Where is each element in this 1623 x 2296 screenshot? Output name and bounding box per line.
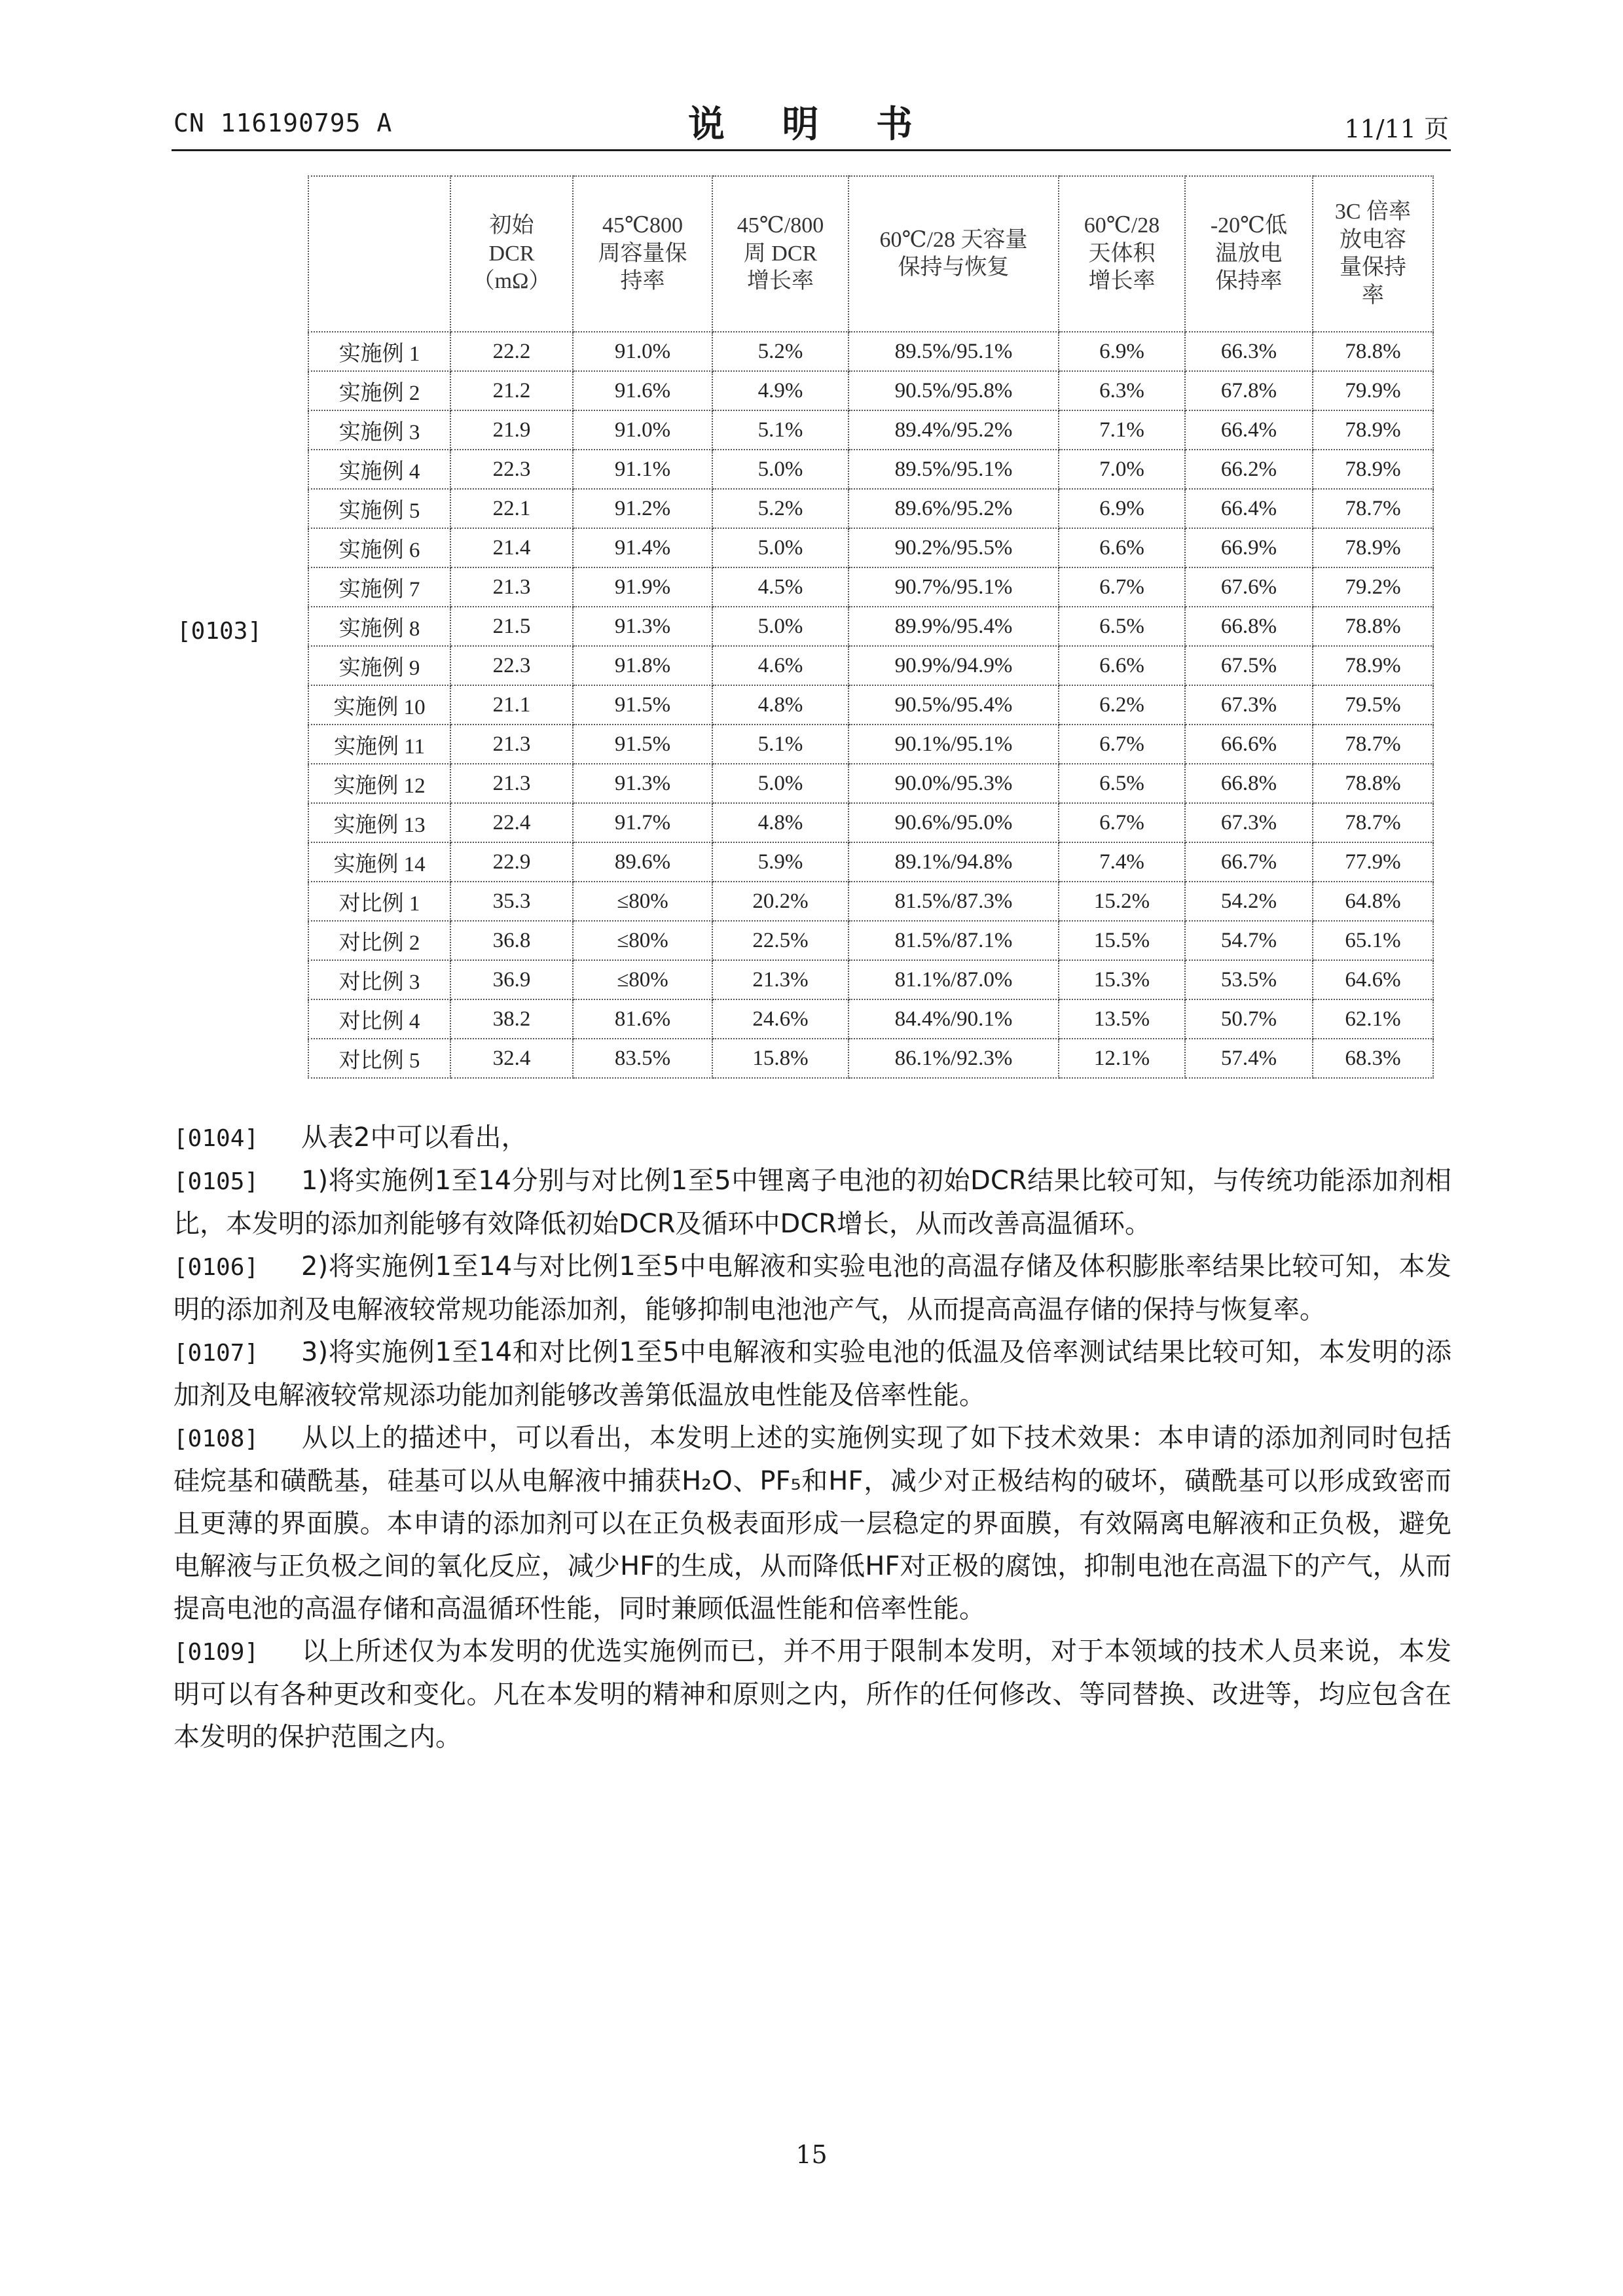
table-cell: 83.5% bbox=[573, 1039, 712, 1078]
table-cell: 89.4%/95.2% bbox=[848, 410, 1059, 450]
table-cell: 79.9% bbox=[1313, 371, 1433, 410]
paragraph-id: [0106] bbox=[173, 1254, 259, 1281]
table-cell: 6.7% bbox=[1059, 803, 1185, 842]
row-label-cell: 对比例 3 bbox=[308, 960, 450, 999]
table-cell: 57.4% bbox=[1185, 1039, 1313, 1078]
table-cell: 81.6% bbox=[573, 999, 712, 1039]
table-row bbox=[308, 764, 1433, 803]
table-cell: 22.4 bbox=[450, 803, 573, 842]
table-row bbox=[308, 842, 1433, 882]
table-cell: 5.0% bbox=[712, 764, 848, 803]
table-cell: 62.1% bbox=[1313, 999, 1433, 1039]
table-cell: 6.3% bbox=[1059, 371, 1185, 410]
table-row bbox=[308, 960, 1433, 999]
table-row bbox=[308, 803, 1433, 842]
table-cell: 38.2 bbox=[450, 999, 573, 1039]
table-cell: 90.5%/95.8% bbox=[848, 371, 1059, 410]
table-cell: 5.2% bbox=[712, 332, 848, 371]
table-row bbox=[308, 921, 1433, 960]
table-cell: 15.2% bbox=[1059, 882, 1185, 921]
table-cell: 36.9 bbox=[450, 960, 573, 999]
body-text bbox=[173, 1117, 1451, 1759]
header-cell: 3C 倍率 放电容 量保持 率 bbox=[1313, 176, 1433, 332]
table-cell: 78.9% bbox=[1313, 646, 1433, 685]
table-cell: 78.9% bbox=[1313, 450, 1433, 489]
table-cell: 91.5% bbox=[573, 725, 712, 764]
table-cell: 36.8 bbox=[450, 921, 573, 960]
table-cell: 24.6% bbox=[712, 999, 848, 1039]
paragraph-text: 从表2中可以看出， bbox=[301, 1122, 528, 1153]
table-cell: 22.5% bbox=[712, 921, 848, 960]
table-cell: 86.1%/92.3% bbox=[848, 1039, 1059, 1078]
table-cell: 5.1% bbox=[712, 410, 848, 450]
table-cell: 12.1% bbox=[1059, 1039, 1185, 1078]
table-cell: 81.1%/87.0% bbox=[848, 960, 1059, 999]
table-cell: 35.3 bbox=[450, 882, 573, 921]
table-row bbox=[308, 410, 1433, 450]
table-row bbox=[308, 646, 1433, 685]
table-cell: 66.8% bbox=[1185, 607, 1313, 646]
table-row bbox=[308, 725, 1433, 764]
table-cell: 90.7%/95.1% bbox=[848, 567, 1059, 607]
row-label-cell: 实施例 6 bbox=[308, 528, 450, 567]
table-cell: 91.1% bbox=[573, 450, 712, 489]
table-cell: 66.6% bbox=[1185, 725, 1313, 764]
table-cell: 6.7% bbox=[1059, 567, 1185, 607]
paragraph-text: 从以上的描述中，可以看出，本发明上述的实施例实现了如下技术效果：本申请的添加剂同时包括硅烷基和磺酰基，硅基可以从电解液中捕获H₂O、PF₅和HF，减少对正极结构的破坏，磺酰基可以形成致密而且更薄的界面膜。本申请的添加剂可以在正负极表面形成一层稳定的界面膜，有效隔离电解液和正负极，避免电解液与正负极之间的氧化反应，减少HF的生成，从而降低HF对正极的腐蚀，抑制电池在高温下的产气，从而提高电池的高温存储和高温循环性能，同时兼顾低温性能和倍率性能。 bbox=[173, 1423, 1451, 1624]
table-cell: 50.7% bbox=[1185, 999, 1313, 1039]
table-cell: 22.3 bbox=[450, 450, 573, 489]
paragraph-0105 bbox=[173, 1160, 1451, 1246]
header-cell: 60℃/28 天体积 增长率 bbox=[1059, 176, 1185, 332]
paragraph-text: 3)将实施例1至14和对比例1至5中电解液和实验电池的低温及倍率测试结果比较可知，本发明的添加剂及电解液较常规添功能加剂能够改善第低温放电性能及倍率性能。 bbox=[173, 1337, 1451, 1410]
table-row bbox=[308, 450, 1433, 489]
table-cell: 6.6% bbox=[1059, 528, 1185, 567]
table-cell: 84.4%/90.1% bbox=[848, 999, 1059, 1039]
table-cell: 21.5 bbox=[450, 607, 573, 646]
table-cell: 66.2% bbox=[1185, 450, 1313, 489]
table-cell: 6.9% bbox=[1059, 489, 1185, 528]
paragraph-0106 bbox=[173, 1246, 1451, 1331]
paragraph-text: 1)将实施例1至14分别与对比例1至5中锂离子电池的初始DCR结果比较可知，与传统功能添加剂相比，本发明的添加剂能够有效降低初始DCR及循环中DCR增长，从而改善高温循环。 bbox=[173, 1166, 1451, 1239]
header-cell: 60℃/28 天容量 保持与恢复 bbox=[848, 176, 1059, 332]
table-cell: 7.4% bbox=[1059, 842, 1185, 882]
table-cell: 21.3 bbox=[450, 764, 573, 803]
table-cell: 54.2% bbox=[1185, 882, 1313, 921]
row-label-cell: 实施例 12 bbox=[308, 764, 450, 803]
table-row bbox=[308, 685, 1433, 725]
table-cell: 91.3% bbox=[573, 607, 712, 646]
paragraph-text: 以上所述仅为本发明的优选实施例而已，并不用于限制本发明，对于本领域的技术人员来说，本发明可以有各种更改和变化。凡在本发明的精神和原则之内，所作的任何修改、等同替换、改进等，均应包含在本发明的保护范围之内。 bbox=[173, 1636, 1451, 1752]
table-cell: ≤80% bbox=[573, 960, 712, 999]
row-label-cell: 对比例 4 bbox=[308, 999, 450, 1039]
row-label-cell: 实施例 14 bbox=[308, 842, 450, 882]
page-number: 15 bbox=[795, 2140, 828, 2169]
table-cell: 22.1 bbox=[450, 489, 573, 528]
header-rule bbox=[172, 149, 1451, 151]
header-cell: 45℃800 周容量保 持率 bbox=[573, 176, 712, 332]
paragraph-id: [0104] bbox=[173, 1125, 259, 1152]
row-label-cell: 实施例 8 bbox=[308, 607, 450, 646]
row-label-cell: 实施例 1 bbox=[308, 332, 450, 371]
table-cell: 91.4% bbox=[573, 528, 712, 567]
table-cell: 90.0%/95.3% bbox=[848, 764, 1059, 803]
table-cell: 68.3% bbox=[1313, 1039, 1433, 1078]
table-cell: 15.3% bbox=[1059, 960, 1185, 999]
table-cell: 32.4 bbox=[450, 1039, 573, 1078]
table-cell: ≤80% bbox=[573, 882, 712, 921]
table-cell: 5.0% bbox=[712, 528, 848, 567]
table-cell: 4.8% bbox=[712, 803, 848, 842]
row-label-cell: 实施例 13 bbox=[308, 803, 450, 842]
table-cell: 4.8% bbox=[712, 685, 848, 725]
table-cell: 91.6% bbox=[573, 371, 712, 410]
header-cell-blank bbox=[308, 176, 450, 332]
paragraph-id: [0108] bbox=[173, 1426, 259, 1452]
table-row bbox=[308, 489, 1433, 528]
table-cell: 89.6%/95.2% bbox=[848, 489, 1059, 528]
table-cell: 89.9%/95.4% bbox=[848, 607, 1059, 646]
table-cell: 81.5%/87.1% bbox=[848, 921, 1059, 960]
table-cell: 6.9% bbox=[1059, 332, 1185, 371]
table-cell: 91.8% bbox=[573, 646, 712, 685]
row-label-cell: 实施例 3 bbox=[308, 410, 450, 450]
table-header-row bbox=[308, 176, 1433, 332]
table-cell: 91.7% bbox=[573, 803, 712, 842]
table-row bbox=[308, 332, 1433, 371]
table-cell: 67.3% bbox=[1185, 685, 1313, 725]
table-cell: 21.3% bbox=[712, 960, 848, 999]
table-cell: 6.5% bbox=[1059, 607, 1185, 646]
table-cell: 91.2% bbox=[573, 489, 712, 528]
header-cell: 45℃/800 周 DCR 增长率 bbox=[712, 176, 848, 332]
row-label-cell: 实施例 2 bbox=[308, 371, 450, 410]
table-cell: 6.5% bbox=[1059, 764, 1185, 803]
paragraph-text: 2)将实施例1至14与对比例1至5中电解液和实验电池的高温存储及体积膨胀率结果比较可知，本发明的添加剂及电解液较常规功能添加剂，能够抑制电池池产气，从而提高高温存储的保持与恢复率。 bbox=[173, 1251, 1451, 1325]
table-cell: 89.6% bbox=[573, 842, 712, 882]
table-row bbox=[308, 999, 1433, 1039]
paragraph-id: [0105] bbox=[173, 1168, 259, 1195]
table-cell: 91.5% bbox=[573, 685, 712, 725]
table-cell: 78.7% bbox=[1313, 725, 1433, 764]
table-cell: 66.4% bbox=[1185, 410, 1313, 450]
table-cell: 7.0% bbox=[1059, 450, 1185, 489]
table-cell: 90.2%/95.5% bbox=[848, 528, 1059, 567]
table-cell: 21.2 bbox=[450, 371, 573, 410]
table-cell: 78.8% bbox=[1313, 607, 1433, 646]
patent-number: CN 116190795 A bbox=[173, 109, 393, 137]
table-cell: 90.9%/94.9% bbox=[848, 646, 1059, 685]
table-cell: 21.4 bbox=[450, 528, 573, 567]
table-cell: 78.8% bbox=[1313, 764, 1433, 803]
table-cell: 7.1% bbox=[1059, 410, 1185, 450]
table-cell: 91.9% bbox=[573, 567, 712, 607]
table-cell: 91.0% bbox=[573, 410, 712, 450]
table-cell: ≤80% bbox=[573, 921, 712, 960]
table-paragraph-id: [0103] bbox=[177, 618, 263, 645]
table-row bbox=[308, 528, 1433, 567]
row-label-cell: 实施例 9 bbox=[308, 646, 450, 685]
table-cell: 21.1 bbox=[450, 685, 573, 725]
table-cell: 66.7% bbox=[1185, 842, 1313, 882]
table-cell: 20.2% bbox=[712, 882, 848, 921]
table-cell: 6.2% bbox=[1059, 685, 1185, 725]
results-table bbox=[308, 175, 1434, 1079]
table-cell: 79.2% bbox=[1313, 567, 1433, 607]
paragraph-id: [0109] bbox=[173, 1639, 259, 1666]
table-cell: 13.5% bbox=[1059, 999, 1185, 1039]
table-cell: 67.6% bbox=[1185, 567, 1313, 607]
row-label-cell: 对比例 5 bbox=[308, 1039, 450, 1078]
table-cell: 89.1%/94.8% bbox=[848, 842, 1059, 882]
table-cell: 66.4% bbox=[1185, 489, 1313, 528]
header-cell: 初始 DCR （mΩ） bbox=[450, 176, 573, 332]
table-cell: 5.9% bbox=[712, 842, 848, 882]
table-cell: 5.0% bbox=[712, 450, 848, 489]
table-head bbox=[308, 176, 1433, 332]
row-label-cell: 实施例 7 bbox=[308, 567, 450, 607]
table-cell: 78.7% bbox=[1313, 489, 1433, 528]
table-cell: 22.9 bbox=[450, 842, 573, 882]
row-label-cell: 实施例 11 bbox=[308, 725, 450, 764]
paragraph-0104 bbox=[173, 1117, 1451, 1160]
table-cell: 4.6% bbox=[712, 646, 848, 685]
table-cell: 91.3% bbox=[573, 764, 712, 803]
table-cell: 21.3 bbox=[450, 567, 573, 607]
row-label-cell: 实施例 10 bbox=[308, 685, 450, 725]
table-cell: 21.3 bbox=[450, 725, 573, 764]
table-cell: 90.5%/95.4% bbox=[848, 685, 1059, 725]
table-cell: 89.5%/95.1% bbox=[848, 332, 1059, 371]
table-cell: 90.6%/95.0% bbox=[848, 803, 1059, 842]
row-label-cell: 对比例 2 bbox=[308, 921, 450, 960]
table-cell: 65.1% bbox=[1313, 921, 1433, 960]
table-cell: 4.5% bbox=[712, 567, 848, 607]
table-cell: 81.5%/87.3% bbox=[848, 882, 1059, 921]
table-cell: 22.2 bbox=[450, 332, 573, 371]
table-row bbox=[308, 607, 1433, 646]
table-cell: 89.5%/95.1% bbox=[848, 450, 1059, 489]
table-body bbox=[308, 332, 1433, 1078]
paragraph-id: [0107] bbox=[173, 1340, 259, 1367]
page-count: 11/11 页 bbox=[1344, 115, 1449, 143]
table-cell: 67.5% bbox=[1185, 646, 1313, 685]
paragraph-0107 bbox=[173, 1331, 1451, 1417]
paragraph-0108 bbox=[173, 1417, 1451, 1630]
table-cell: 6.7% bbox=[1059, 725, 1185, 764]
table-cell: 67.8% bbox=[1185, 371, 1313, 410]
table-cell: 67.3% bbox=[1185, 803, 1313, 842]
table-cell: 78.8% bbox=[1313, 332, 1433, 371]
table-row bbox=[308, 882, 1433, 921]
table-cell: 4.9% bbox=[712, 371, 848, 410]
table-cell: 78.9% bbox=[1313, 528, 1433, 567]
table-cell: 79.5% bbox=[1313, 685, 1433, 725]
table-cell: 77.9% bbox=[1313, 842, 1433, 882]
table-row bbox=[308, 567, 1433, 607]
table-cell: 91.0% bbox=[573, 332, 712, 371]
table-cell: 78.7% bbox=[1313, 803, 1433, 842]
row-label-cell: 实施例 5 bbox=[308, 489, 450, 528]
header-cell: -20℃低 温放电 保持率 bbox=[1185, 176, 1313, 332]
table-cell: 5.0% bbox=[712, 607, 848, 646]
table-cell: 66.3% bbox=[1185, 332, 1313, 371]
table-cell: 66.9% bbox=[1185, 528, 1313, 567]
table-cell: 15.5% bbox=[1059, 921, 1185, 960]
row-label-cell: 对比例 1 bbox=[308, 882, 450, 921]
table-cell: 53.5% bbox=[1185, 960, 1313, 999]
table-cell: 22.3 bbox=[450, 646, 573, 685]
table-cell: 54.7% bbox=[1185, 921, 1313, 960]
row-label-cell: 实施例 4 bbox=[308, 450, 450, 489]
paragraph-0109 bbox=[173, 1630, 1451, 1759]
table-cell: 6.6% bbox=[1059, 646, 1185, 685]
table-cell: 21.9 bbox=[450, 410, 573, 450]
table-cell: 5.1% bbox=[712, 725, 848, 764]
table-cell: 90.1%/95.1% bbox=[848, 725, 1059, 764]
table-row bbox=[308, 371, 1433, 410]
table-cell: 66.8% bbox=[1185, 764, 1313, 803]
table-cell: 78.9% bbox=[1313, 410, 1433, 450]
document-title: 说 明 书 bbox=[688, 103, 935, 146]
table-cell: 15.8% bbox=[712, 1039, 848, 1078]
table-cell: 5.2% bbox=[712, 489, 848, 528]
table-cell: 64.6% bbox=[1313, 960, 1433, 999]
table-cell: 64.8% bbox=[1313, 882, 1433, 921]
table-row bbox=[308, 1039, 1433, 1078]
